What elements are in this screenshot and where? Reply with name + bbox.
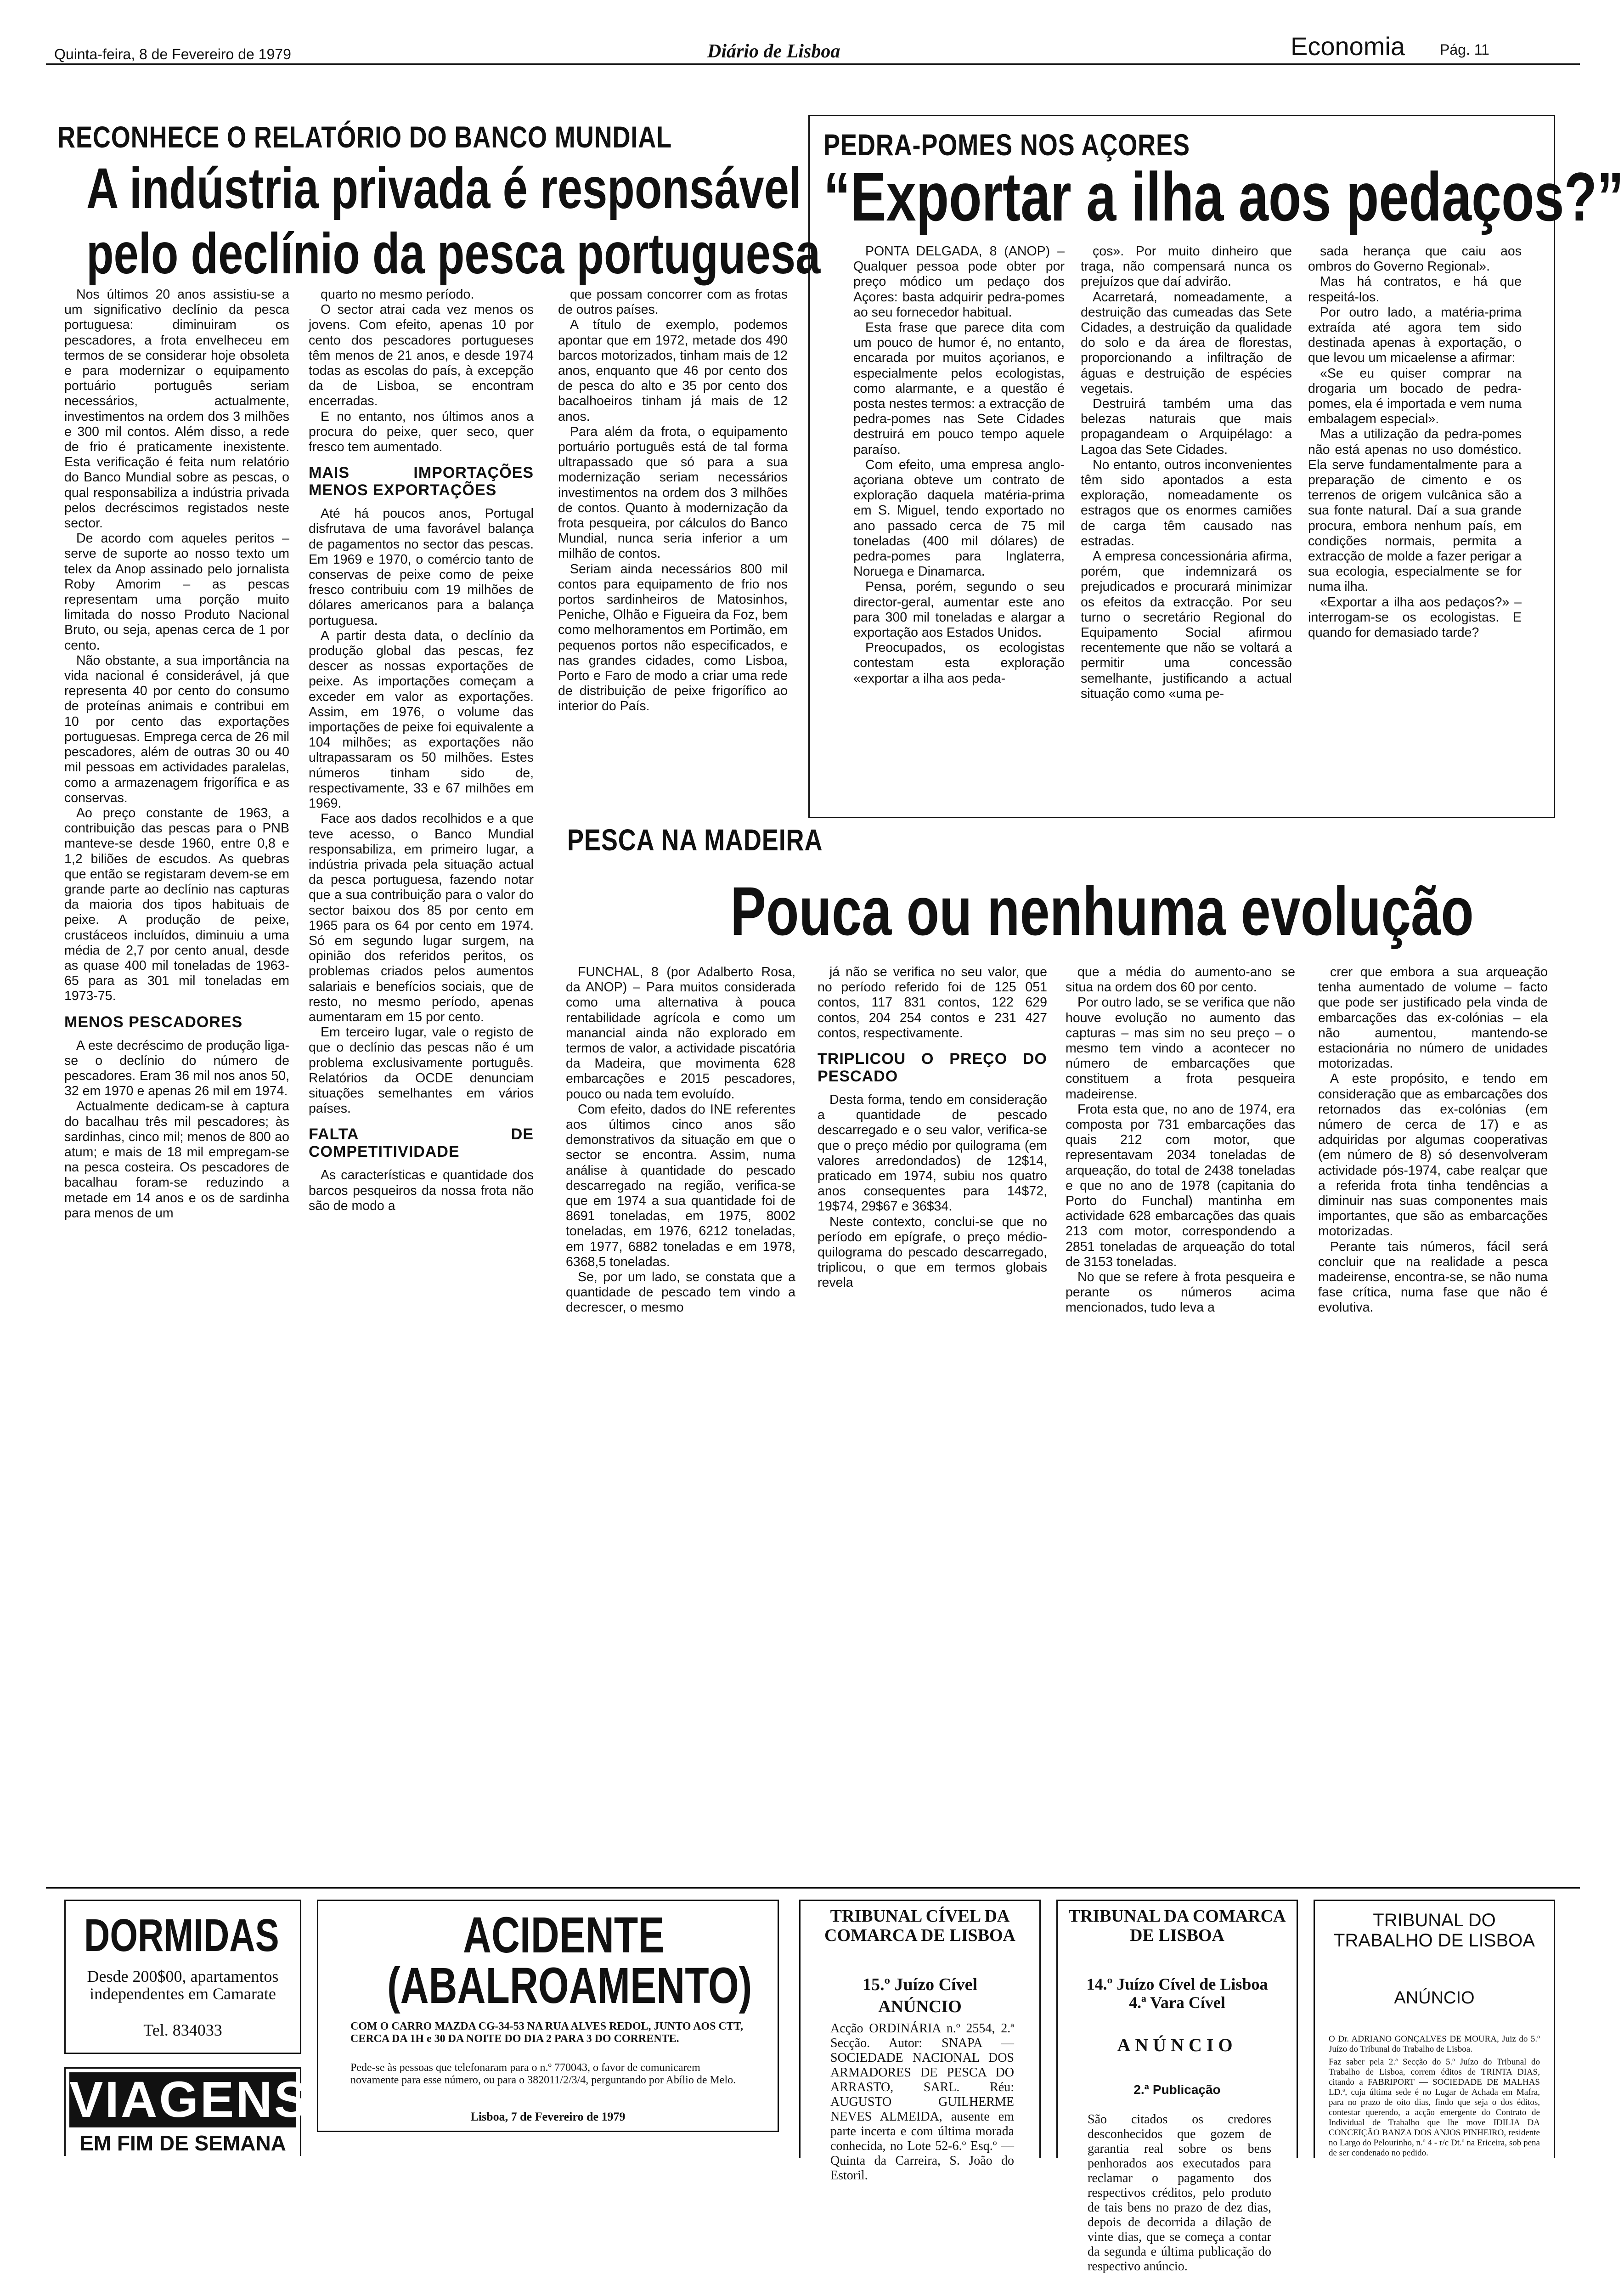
subheading-importacoes: MAIS IMPORTAÇÕES MENOS EXPORTAÇÕES [309,464,534,499]
article1-column-3 [558,287,788,843]
ad-dormidas-phone: Tel. 834033 [143,2021,222,2039]
paragraph: O sector atrai cada vez menos os jovens. Com efeito, apenas 10 por cento dos pescadores portugueses têm menos de 21 anos, e desde 1974 todas as escolas do país, à excepção da de Lisboa, se encontram encerradas. [309,302,534,409]
ad-acidente [317,1900,779,2132]
subheading-competitividade: FALTA DE COMPETITIVIDADE [309,1126,534,1161]
paragraph: A título de exemplo, podemos apontar que em 1972, metade dos 490 barcos motorizados, tinham mais de 12 anos, enquanto que 46 por cento dos de pesca do alto e 35 por cento dos bacalhoeiros tinham já mais de 12 anos. [558,317,788,424]
ad-tribunal-comarca-publ: 2.ª Publicação [1133,2082,1221,2097]
paragraph: Mas há contratos, e há que respeitá-los. [1308,274,1522,305]
paragraph: Actualmente dedicam-se à captura do bacalhau três mil pescadores; às sardinhas, cinco mil; menos de 800 ao atum; e mais de 18 mil empregam-se na pesca costeira. Os pescadores de bacalhau foram-se reduzindo a metade em 14 anos e os de sardinha para menos de um [64,1099,289,1221]
ad-tribunal-civel-body: Acção ORDINÁRIA n.º 2554, 2.ª Secção. Autor: SNAPA — SOCIEDADE NACIONAL DOS ARMADORES DE PESCA DO ARRASTO, SARL. Réu: AUGUSTO GUILHERME NEVES ALMEIDA, ausente em parte incerta e com última morada conhecida, no Lote 52-6.º Esq.º — Quinta da Carreira, S. João do Estoril. [830,2021,1014,2183]
paragraph: Nos últimos 20 anos assistiu-se a um significativo declínio da pesca portuguesa: diminuiram os pescadores, a frota envelheceu em termos de se considerar hoje obsoleta e para modernizar o equipamento portuário português seriam necessários, actualmente, investimentos na ordem dos 3 milhões e 300 mil contos. Além disso, a rede de frio é praticamente inexistente. Esta verificação é feita num relatório do Banco Mundial sobre as pescas, o qual responsabiliza a indústria privada pelos decréscimos registados neste sector. [64,287,289,531]
paragraph: PONTA DELGADA, 8 (ANOP) – Qualquer pessoa pode obter por preço módico um pedaço dos Açores: basta adquirir pedra-pomes ao seu fornecedor habitual. [853,244,1065,320]
paragraph: A este decréscimo de produção liga-se o declínio do número de pescadores. Eram 36 mil nos anos 50, 32 em 1970 e apenas 26 mil em 1974. [64,1038,289,1099]
ad-dormidas-title: DORMIDAS [84,1910,279,1961]
ad-tribunal-civel-heading: ANÚNCIO [878,1997,962,2016]
article1-column-1 [64,287,289,1867]
paragraph: quarto no mesmo período. [321,287,474,302]
paragraph: Com efeito, dados do INE referentes aos últimos cinco anos são demonstrativos da situação em que o sector se encontra. Assim, numa análise à quantidade do pescado descarregado na região, verifica-se que em 1974 a sua quantidade foi de 8691 toneladas, em 1975, 8002 toneladas, em 1976, 6212 toneladas, em 1977, 6882 toneladas e em 1978, 6368,5 toneladas. [566,1102,795,1269]
ads-divider [46,1887,1580,1889]
paragraph: crer que embora a sua arqueação tenha aumentado de volume – facto que pode ser justificado pela vinda de embarcações das ex-colónias – ela não aumentou, mantendo-se estacionária no número de unidades motorizadas. [1318,965,1548,1071]
ad-tribunal-trabalho-body2: Faz saber pela 2.ª Secção do 5.º Juízo do Tribunal do Trabalho de Lisboa, correm éditos de TRINTA DIAS, citando a FABRIPORT — SOCIEDADE DE MALHAS LD.ª, cuja última sede é no Lugar de Achada em Mafra, para no prazo de oito dias, findo que seja o dos éditos, contestar querendo, a acção emergente do Contrato de Individual de Trabalho que lhe move IDILIA DA CONCEIÇÃO BANZA DOS ANJOS PINHEIRO, residente no Largo do Pelourinho, n.º 4 - r/c Dt.º na Ericeira, sob pena de ser condenado no pedido. [1329,2057,1540,2158]
paragraph: Seriam ainda necessários 800 mil contos para equipamento de frio nos portos sardinheiros de Matosinhos, Peniche, Olhão e Figueira da Foz, bem como melhoramentos em Portimão, em pequenos portos não especificados, e nas grandes cidades, como Lisboa, Porto e Faro de modo a criar uma rede de distribuição de peixe frigorífico ao interior do País. [558,561,788,714]
paragraph: Para além da frota, o equipamento portuário português está de tal forma ultrapassado que só para a sua modernização seriam necessários investimentos na ordem dos 3 milhões de contos. Quanto à modernização da frota pesqueira, por cálculos do Banco Mundial, nunca seria inferior a um milhão de contos. [558,424,788,561]
subheading-menos-pescadores: MENOS PESCADORES [64,1013,243,1031]
paragraph: ços». Por muito dinheiro que traga, não compensará nunca os prejuízos que daí advirão. [1081,244,1292,289]
paragraph: FUNCHAL, 8 (por Adalberto Rosa, da ANOP) – Para muitos considerada como uma alternativa à pouca rentabilidade agrícola e como um manancial ainda não explorado em termos de valor, a actividade piscatória da Madeira, que movimenta 628 embarcações e 2015 pescadores, pouco ou nada tem evoluído. [566,965,795,1102]
paragraph: No entanto, outros inconvenientes têm sido apontados a esta exploração, nomeadamente os estragos que os enormes camiões de carga têm causado nas estradas. [1081,457,1292,549]
paragraph: que possam concorrer com as frotas de outros países. [558,287,788,317]
paragraph: Acarretará, nomeadamente, a destruição das cumeadas das Sete Cidades, a destruição da qualidade do solo e da área de florestas, proporcionando a infiltração de águas e destruição de espécies vegetais. [1081,289,1292,396]
header-page-number: Pág. 11 [1440,41,1489,58]
article1-title-line2: pelo declínio da pesca portuguesa [86,222,821,286]
article2-column-1 [853,244,1065,809]
article2-column-2 [1081,244,1292,809]
ad-tribunal-civel-court: 15.º Juízo Cível [862,1975,978,1994]
paragraph: Neste contexto, conclui-se que no período em epígrafe, o preço médio-quilograma do pescado descarregado, triplicou, o que em termos globais revela [818,1214,1047,1290]
paragraph: «Exportar a ilha aos pedaços?» – interrogam-se os ecologistas. E quando for demasiado tarde? [1308,594,1522,640]
ad-acidente-subtitle: (ABALROAMENTO) [387,1957,752,2014]
header-section: Economia [1291,32,1405,61]
article2-title: “Exportar a ilha aos pedaços?” [823,158,1624,235]
paragraph: Até há poucos anos, Portugal disfrutava de uma favorável balança de pagamentos no sector das pescas. Em 1969 e 1970, o comércio tanto de conservas de peixe como de peixe fresco contribuiu com 19 milhões de dólares americanos para a balança portuguesa. [309,506,534,628]
paragraph: Não obstante, a sua importância na vida nacional é considerável, já que representa 40 por cento do consumo de proteínas animais e contribui em 10 por cento das exportações portuguesas. Emprega cerca de 26 mil pescadores, além de outras 30 ou 40 mil pessoas em actividades paralelas, como a armazenagem frigorífica e as conservas. [64,653,289,805]
article2-kicker: PEDRA-POMES NOS AÇORES [823,128,1190,162]
ad-tribunal-comarca-heading: ANÚNCIO [1117,2035,1237,2055]
ad-acidente-date: Lisboa, 7 de Fevereiro de 1979 [470,2110,626,2123]
ad-tribunal-civel [799,1900,1041,2183]
paragraph: Em terceiro lugar, vale o registo de que o declínio das pescas não é um problema exclusivamente português. Relatórios da OCDE denunciam situações semelhantes em vários países. [309,1025,534,1116]
article3-title: Pouca ou nenhuma evolução [730,872,1474,950]
paragraph: As características e quantidade dos barcos pesqueiros da nossa frota não são de modo a [309,1168,534,1213]
paragraph: No que se refere à frota pesqueira e perante os números acima mencionados, tudo leva a [1066,1270,1295,1315]
article3-column-4 [1318,965,1548,1867]
paragraph: Perante tais números, fácil será concluir que na realidade a pesca madeirense, encontra-se, se não numa fase crítica, numa fase que não é evolutiva. [1318,1239,1548,1315]
paragraph: Frota esta que, no ano de 1974, era composta por 731 embarcações das quais 212 com motor, que representavam 2034 toneladas de arqueação, do total de 2438 toneladas e que no ano de 1978 (capitania do Porto do Funchal) mantinha em actividade 628 embarcações das quais 213 com motor, correspondendo a 2851 toneladas de arqueação do total de 3153 toneladas. [1066,1102,1295,1269]
ad-acidente-title: ACIDENTE [463,1907,665,1963]
ad-tribunal-comarca [1056,1900,1298,2274]
article1-kicker: RECONHECE O RELATÓRIO DO BANCO MUNDIAL [57,120,672,154]
paragraph: Se, por um lado, se constata que a quantidade de pescado tem vindo a decrescer, o mesmo [566,1270,795,1315]
paragraph: Esta frase que parece dita com um pouco de humor é, no entanto, encarada por muitos açorianos, e especialmente pelos ecologistas, como alarmante, e a questão é posta nestes termos: a extracção de pedra-pomes nas Sete Cidades destruirá em pouco tempo aquele paraíso. [853,320,1065,457]
paragraph: Face aos dados recolhidos e a que teve acesso, o Banco Mundial responsabiliza, em primeiro lugar, a indústria privada pela situação actual da pesca portuguesa, fazendo notar que a sua contribuição para o valor do sector baixou dos 85 por cento em 1965 para os 64 por cento em 1974. Só em segundo lugar surgem, na opinião dos referidos peritos, os problemas criados pelos aumentos salariais e benefícios sociais, que de resto, no mesmo período, apenas aumentaram em 15 por cento. [309,811,534,1024]
article1-title-line1: A indústria privada é responsável [86,157,801,221]
paragraph: E no entanto, nos últimos anos a procura do peixe, quer seco, quer fresco tem aumentado. [309,409,534,455]
ad-tribunal-comarca-title: TRIBUNAL DA COMARCA DE LISBOA [1068,1906,1286,1945]
paragraph: Ao preço constante de 1963, a contribuição das pescas para o PNB manteve-se desde 1960, entre 0,8 e 1,2 biliões de escudos. As quebras que então se registaram devem-se em grande parte ao declínio nas capturas da maioria dos tipos habituais de peixe. A produção de peixe, crustáceos incluídos, diminuiu a uma média de 2,7 por cento anual, desde as quase 400 mil toneladas de 1963-65 para as 301 mil toneladas em 1973-75. [64,805,289,1004]
paragraph: A este propósito, e tendo em consideração que as embarcações dos retornados das ex-colónias (em número de cerca de 17) e as adquiridas por algumas cooperativas (em número de 8) só desenvolveram actividade pós-1974, cabe realçar que a referida frota tinha tendências a diminuir nas suas componentes mais importantes, que são as embarcações motorizadas. [1318,1071,1548,1239]
ad-viagens [64,2067,310,2156]
article3-column-2 [818,965,1047,1867]
ad-viagens-title: VIAGENS [69,2071,310,2128]
ad-tribunal-civel-title: TRIBUNAL CÍVEL DA COMARCA DE LISBOA [824,1906,1015,1945]
paragraph: De acordo com aqueles peritos – serve de suporte ao nosso texto um telex da Anop assinado pelo jornalista Roby Amorim – as pescas representam uma porção muito limitada do nosso Produto Nacional Bruto, ou seja, apenas cerca de 1 por cento. [64,531,289,653]
ad-acidente-body2: Pede-se às pessoas que telefonaram para o n.º 770043, o favor de comunicarem novamente para esse número, ou para o 382011/2/3/4, perguntando por Abílio de Melo. [350,2062,736,2086]
ad-acidente-body1: COM O CARRO MAZDA CG-34-53 NA RUA ALVES REDOL, JUNTO AOS CTT, CERCA DA 1H e 30 DA NOITE DO DIA 2 PARA 3 DO CORRENTE. [350,2020,743,2045]
paragraph: Preocupados, os ecologistas contestam esta exploração «exportar a ilha aos peda- [853,640,1065,686]
paragraph: Por outro lado, se se verifica que não houve evolução no aumento das capturas – mas sim no seu preço – o mesmo tem vindo a acontecer no número de embarcações que constituem a frota pesqueira madeirense. [1066,995,1295,1102]
header-masthead: Diário de Lisboa [707,41,840,62]
ad-tribunal-comarca-court: 14.º Juízo Cível de Lisboa [1086,1975,1268,1993]
paragraph: A partir desta data, o declínio da produção global das pescas, fez descer as nossas exportações de peixe. As importações começam a exceder em valor as exportações. Assim, em 1976, o volume das importações de peixe foi equivalente a 104 milhões; as exportações não ultrapassaram os 50 milhões. Estes números tinham sido de, respectivamente, 33 e 67 milhões em 1969. [309,628,534,811]
ad-tribunal-trabalho-body1: O Dr. ADRIANO GONÇALVES DE MOURA, Juiz do 5.º Juízo do Tribunal do Trabalho de Lisboa. [1329,2034,1540,2054]
paragraph: sada herança que caiu aos ombros do Governo Regional». [1308,244,1522,274]
paragraph: Desta forma, tendo em consideração a quantidade de pescado descarregado e o seu valor, verifica-se que o preço médio por quilograma (em valores arredondados) de 12$14, praticado em 1974, subiu nos quatro anos consequentes para 14$72, 19$74, 29$67 e 36$34. [818,1092,1047,1214]
paragraph: que a média do aumento-ano se situa na ordem dos 60 por cento. [1066,965,1295,995]
ad-tribunal-comarca-body: São citados os credores desconhecidos que gozem de garantia real sobre os bens penhorados aos executados para reclamar o pagamento dos respectivos créditos, pelo produto de tais bens no prazo de dez dias, depois de decorrida a dilação de vinte dias, que se começa a contar da segunda e última publicação do respectivo anúncio. [1088,2112,1271,2274]
subheading-triplicou: TRIPLICOU O PREÇO DO PESCADO [818,1050,1047,1086]
paragraph: «Se eu quiser comprar na drogaria um bocado de pedra-pomes, ela é importada e vem numa embalagem especial». [1308,366,1522,427]
article3-column-3 [1066,965,1295,1867]
header-rule [46,63,1580,65]
ad-tribunal-trabalho-heading: ANÚNCIO [1394,1988,1475,2008]
ad-tribunal-trabalho [1314,1900,1555,2158]
article2-column-3 [1308,244,1522,809]
ad-tribunal-comarca-vara: 4.ª Vara Cível [1129,1993,1225,2012]
paragraph: Por outro lado, a matéria-prima extraída até agora tem sido destinada apenas à exportação, o que levou um micaelense a afirmar: [1308,305,1522,366]
ad-dormidas-text: Desde 200$00, apartamentos independentes em Camarate [87,1967,279,2003]
header-date: Quinta-feira, 8 de Fevereiro de 1979 [54,46,291,62]
paragraph: Pensa, porém, segundo o seu director-geral, aumentar este ano para 300 mil toneladas e alargar a exportação aos Estados Unidos. [853,579,1065,640]
paragraph: Com efeito, uma empresa anglo-açoriana obteve um contrato de exploração daquela matéria-prima em S. Miguel, tendo exportado no ano passado cerca de 75 mil toneladas (400 mil dólares) de pedra-pomes para Inglaterra, Noruega e Dinamarca. [853,457,1065,579]
article3-column-1 [566,965,795,1867]
paragraph: Destruirá também uma das belezas naturais que mais propagandeam o Arquipélago: a Lagoa das Sete Cidades. [1081,396,1292,457]
paragraph: já não se verifica no seu valor, que no período referido foi de 125 051 contos, 117 831 contos, 122 629 contos, 204 254 contos e 231 427 contos, respectivamente. [818,965,1047,1041]
article2-box [808,115,1624,818]
ad-tribunal-trabalho-title: TRIBUNAL DO TRABALHO DE LISBOA [1334,1910,1535,1951]
ad-viagens-line1: EM FIM DE SEMANA [79,2131,286,2155]
article1-column-2 [309,287,534,1867]
paragraph: A empresa concessionária afirma, porém, que indemnizará os prejudicados e procurará minimizar os efeitos da extracção. Por seu turno o secretário Regional do Equipamento Social afirmou recentemente que não se voltará a permitir uma concessão semelhante, justificando a actual situação como «uma pe- [1081,549,1292,701]
ad-dormidas [64,1900,301,2054]
paragraph: Mas a utilização da pedra-pomes não está apenas no uso doméstico. Ela serve fundamentalmente para a preparação de cimento e os terrenos de origem vulcânica são a sua fonte natural. Daí a sua grande procura, embora nenhum país, em condições normais, permita a extracção de molde a fazer perigar a sua ecologia, especialmente se for numa ilha. [1308,427,1522,594]
article3-kicker: PESCA NA MADEIRA [567,823,823,857]
